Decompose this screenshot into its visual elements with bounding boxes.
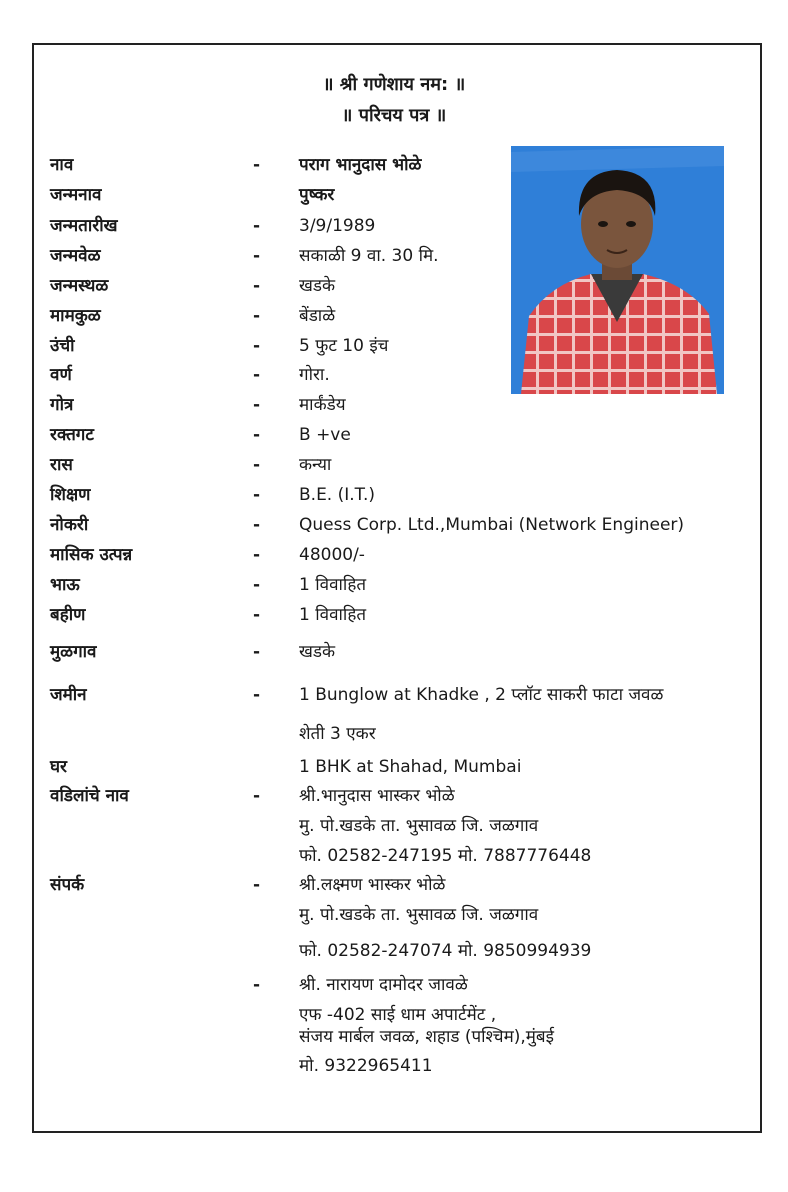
row-height: [0, 333, 788, 359]
row-contact2-address1: [0, 1004, 788, 1026]
label-rashi: रास: [50, 455, 73, 475]
label-complexion: वर्ण: [50, 365, 72, 385]
dash-separator: -: [253, 306, 261, 326]
label-dob: जन्मतारीख: [50, 216, 118, 236]
label-house: घर: [50, 757, 67, 777]
label-father: वडिलांचे नाव: [50, 786, 129, 806]
row-pob: [0, 273, 788, 299]
dash-separator: -: [253, 975, 261, 995]
value-height: 5 फुट 10 इंच: [299, 336, 389, 356]
dash-separator: -: [253, 605, 261, 625]
label-tob: जन्मवेळ: [50, 246, 101, 266]
label-name: नाव: [50, 155, 74, 175]
row-contact2-address2: [0, 1026, 788, 1048]
label-income: मासिक उत्पन्न: [50, 545, 133, 565]
row-father-phone: [0, 843, 788, 869]
value-education: B.E. (I.T.): [299, 485, 376, 505]
dash-separator: -: [253, 155, 261, 175]
dash-separator: -: [253, 365, 261, 385]
label-pob: जन्मस्थळ: [50, 276, 109, 296]
value-land-line2: शेती 3 एकर: [299, 724, 376, 744]
value-gotra: मार्कंडेय: [299, 395, 346, 415]
label-education: शिक्षण: [50, 485, 91, 505]
row-contact2-phone: [0, 1053, 788, 1079]
dash-separator: -: [253, 395, 261, 415]
value-contact2: श्री. नारायण दामोदर जावळे: [299, 975, 468, 995]
row-contact-address: [0, 902, 788, 928]
value-house: 1 BHK at Shahad, Mumbai: [299, 757, 522, 777]
value-sister: 1 विवाहित: [299, 605, 367, 625]
dash-separator: -: [253, 455, 261, 475]
label-land: जमीन: [50, 685, 87, 705]
row-education: [0, 482, 788, 508]
dash-separator: -: [253, 786, 261, 806]
value-dob: 3/9/1989: [299, 216, 376, 236]
row-father: [0, 783, 788, 809]
row-janmanav: [0, 182, 788, 208]
row-sister: [0, 602, 788, 628]
row-land: [0, 682, 788, 708]
row-gotra: [0, 392, 788, 418]
dash-separator: -: [253, 875, 261, 895]
value-mamkul: बेंडाळे: [299, 306, 336, 326]
value-father: श्री.भानुदास भास्कर भोळे: [299, 786, 455, 806]
value-job: Quess Corp. Ltd.,Mumbai (Network Engineer): [299, 515, 685, 535]
value-pob: खडके: [299, 276, 336, 296]
value-tob: सकाळी 9 वा. 30 मि.: [299, 246, 439, 266]
row-tob: [0, 243, 788, 269]
dash-separator: -: [253, 336, 261, 356]
row-land-cont: [0, 721, 788, 747]
value-contact-phone: फो. 02582-247074 मो. 9850994939: [299, 941, 592, 961]
row-contact2: [0, 972, 788, 998]
invocation-heading: ॥ श्री गणेशाय नम: ॥: [322, 74, 466, 95]
value-janmanav: पुष्कर: [299, 185, 335, 205]
value-contact: श्री.लक्ष्मण भास्कर भोळे: [299, 875, 446, 895]
value-contact-address: मु. पो.खडके ता. भुसावळ जि. जळगाव: [299, 905, 539, 925]
label-job: नोकरी: [50, 515, 89, 535]
row-blood: [0, 422, 788, 448]
dash-separator: -: [253, 276, 261, 296]
dash-separator: -: [253, 545, 261, 565]
dash-separator: -: [253, 216, 261, 236]
row-rashi: [0, 452, 788, 478]
label-height: उंची: [50, 336, 75, 356]
dash-separator: -: [253, 485, 261, 505]
dash-separator: -: [253, 425, 261, 445]
value-contact2-phone: मो. 9322965411: [299, 1056, 433, 1076]
row-complexion: [0, 362, 788, 388]
value-name: पराग भानुदास भोळे: [299, 155, 422, 175]
row-brother: [0, 572, 788, 598]
row-name: [0, 152, 788, 178]
dash-separator: -: [253, 685, 261, 705]
label-brother: भाऊ: [50, 575, 80, 595]
label-janmanav: जन्मनाव: [50, 185, 102, 205]
row-house: [0, 754, 788, 780]
label-blood: रक्तगट: [50, 425, 94, 445]
dash-separator: -: [253, 575, 261, 595]
document-title: ॥ परिचय पत्र ॥: [341, 105, 447, 126]
value-blood: B +ve: [299, 425, 351, 445]
dash-separator: -: [253, 642, 261, 662]
value-complexion: गोरा.: [299, 365, 330, 385]
value-contact2-address2: संजय मार्बल जवळ, शहाड (पश्चिम),मुंबई: [299, 1027, 554, 1047]
row-contact-phone: [0, 938, 788, 964]
value-land: 1 Bunglow at Khadke , 2 प्लॉट साकरी फाटा जवळ: [299, 685, 664, 705]
value-father-phone: फो. 02582-247195 मो. 7887776448: [299, 846, 592, 866]
row-contact: [0, 872, 788, 898]
row-dob: [0, 213, 788, 239]
dash-separator: -: [253, 246, 261, 266]
label-sister: बहीण: [50, 605, 86, 625]
value-contact2-address1: एफ -402 साई धाम अपार्टमेंट ,: [299, 1005, 497, 1025]
row-mamkul: [0, 303, 788, 329]
value-rashi: कन्या: [299, 455, 332, 475]
row-father-address: [0, 813, 788, 839]
row-native: [0, 639, 788, 665]
label-contact: संपर्क: [50, 875, 85, 895]
value-income: 48000/-: [299, 545, 365, 565]
value-native: खडके: [299, 642, 336, 662]
label-native: मुळगाव: [50, 642, 97, 662]
value-father-address: मु. पो.खडके ता. भुसावळ जि. जळगाव: [299, 816, 539, 836]
label-mamkul: मामकुळ: [50, 306, 101, 326]
row-job: [0, 512, 788, 538]
value-brother: 1 विवाहित: [299, 575, 367, 595]
row-income: [0, 542, 788, 568]
dash-separator: -: [253, 515, 261, 535]
label-gotra: गोत्र: [50, 395, 74, 415]
